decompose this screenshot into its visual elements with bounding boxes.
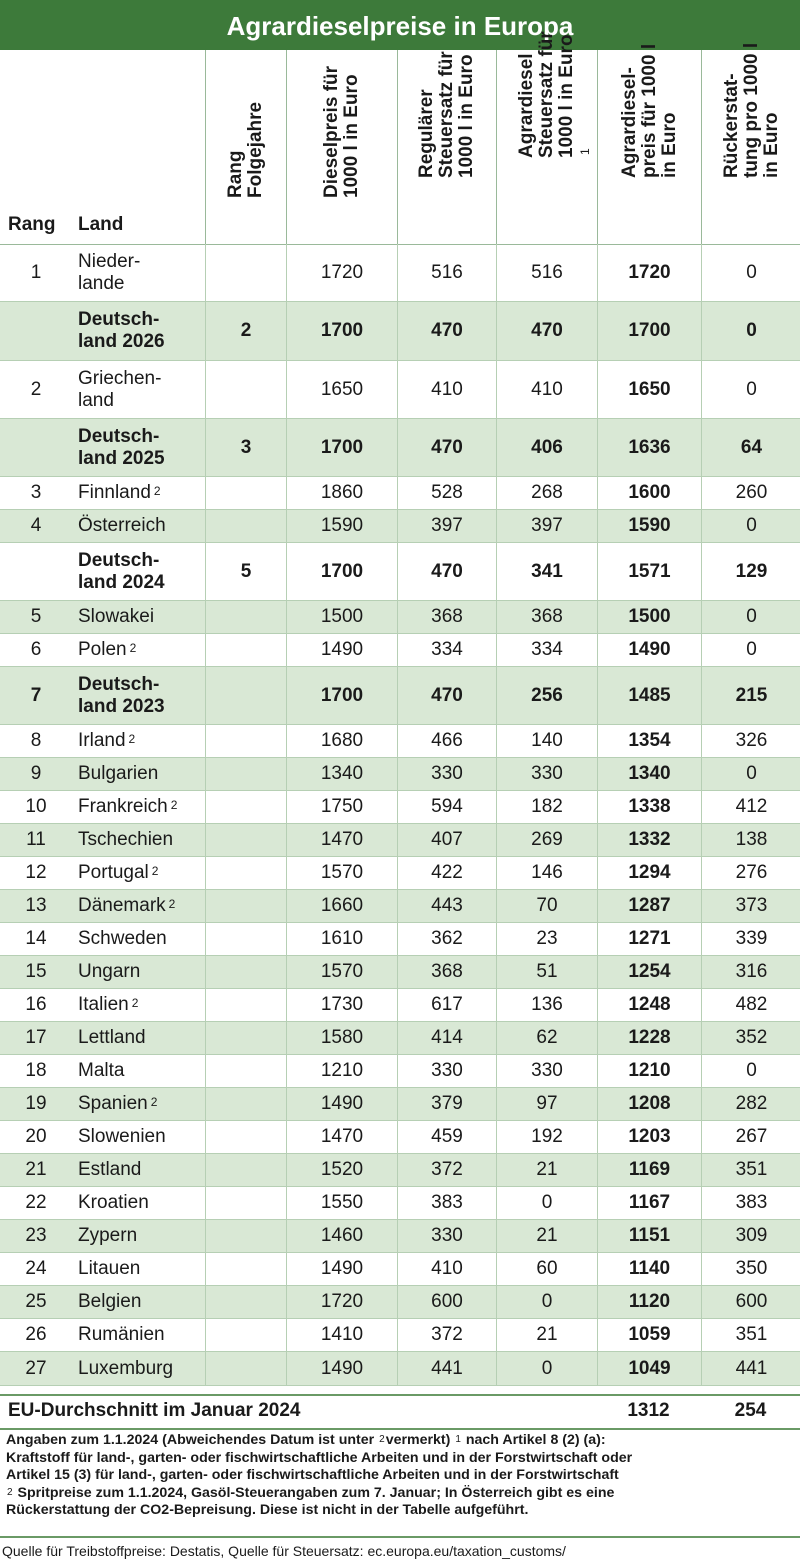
cell-regulaerer-steuersatz: 372 [397, 1154, 496, 1186]
cell-rueckerstattung: 0 [701, 601, 800, 633]
cell-rueckerstattung: 276 [701, 857, 800, 889]
cell-agrardiesel-steuersatz: 97 [496, 1088, 597, 1120]
cell-land: Italien $^2$ [78, 994, 139, 1015]
cell-agrardiesel-steuersatz: 368 [496, 601, 597, 633]
cell-rueckerstattung: 339 [701, 923, 800, 955]
cell-agrardieselpreis: 1485 [597, 667, 701, 724]
cell-agrardieselpreis: 1600 [597, 477, 701, 509]
cell-agrardiesel-steuersatz: 21 [496, 1319, 597, 1351]
cell-regulaerer-steuersatz: 470 [397, 667, 496, 724]
cell-rang-folgejahre [205, 1220, 286, 1252]
cell-regulaerer-steuersatz: 470 [397, 302, 496, 360]
cell-land: Polen $^2$ [78, 639, 137, 660]
cell-land: Frankreich $^2$ [78, 796, 178, 817]
cell-agrardiesel-steuersatz: 62 [496, 1022, 597, 1054]
cell-agrardieselpreis: 1049 [597, 1352, 701, 1385]
cell-rang: 14 [25, 928, 47, 949]
table-row [0, 824, 800, 857]
header-land: Land [78, 214, 124, 235]
cell-agrardieselpreis: 1169 [597, 1154, 701, 1186]
cell-land: Slowenien [78, 1126, 166, 1147]
cell-dieselpreis: 1720 [286, 244, 397, 301]
cell-agrardiesel-steuersatz: 330 [496, 758, 597, 790]
cell-agrardiesel-steuersatz: 269 [496, 824, 597, 856]
header-rang-folgejahre: Rang Folgejahre [205, 50, 286, 244]
cell-regulaerer-steuersatz: 414 [397, 1022, 496, 1054]
page-title: Agrardieselpreise in Europa [0, 0, 800, 50]
cell-dieselpreis: 1590 [286, 510, 397, 542]
header-rang: Rang [8, 214, 56, 235]
cell-rueckerstattung: 351 [701, 1154, 800, 1186]
cell-agrardiesel-steuersatz: 192 [496, 1121, 597, 1153]
cell-rueckerstattung: 260 [701, 477, 800, 509]
cell-rang: 2 [30, 378, 42, 400]
table-row [0, 1286, 800, 1319]
cell-rang: 5 [30, 606, 42, 627]
cell-land: Belgien [78, 1291, 142, 1312]
cell-agrardieselpreis: 1571 [597, 543, 701, 600]
cell-rang-folgejahre [205, 1088, 286, 1120]
cell-dieselpreis: 1610 [286, 923, 397, 955]
table-row [0, 667, 800, 725]
table-row [0, 923, 800, 956]
eu-average-label: EU-Durchschnitt im Januar 2024 [8, 1400, 301, 1421]
cell-regulaerer-steuersatz: 372 [397, 1319, 496, 1351]
cell-dieselpreis: 1470 [286, 1121, 397, 1153]
cell-regulaerer-steuersatz: 470 [397, 419, 496, 476]
cell-agrardieselpreis: 1720 [597, 244, 701, 301]
cell-agrardiesel-steuersatz: 21 [496, 1220, 597, 1252]
cell-agrardiesel-steuersatz: 21 [496, 1154, 597, 1186]
table-body [0, 244, 800, 1386]
cell-land: Ungarn [78, 961, 141, 982]
cell-land: Slowakei [78, 606, 155, 627]
cell-rang-folgejahre [205, 956, 286, 988]
cell-dieselpreis: 1730 [286, 989, 397, 1021]
cell-rang [0, 302, 72, 360]
cell-rang: 12 [25, 862, 47, 883]
cell-rang: 1 [30, 261, 42, 283]
cell-dieselpreis: 1750 [286, 791, 397, 823]
table-row [0, 361, 800, 419]
cell-agrardieselpreis: 1500 [597, 601, 701, 633]
cell-rueckerstattung: 64 [701, 419, 800, 476]
cell-rang: 27 [25, 1357, 47, 1379]
cell-rueckerstattung: 0 [701, 302, 800, 360]
cell-agrardieselpreis: 1636 [597, 419, 701, 476]
cell-rang: 11 [26, 829, 46, 850]
table-header [0, 31, 800, 245]
cell-regulaerer-steuersatz: 410 [397, 361, 496, 418]
cell-rueckerstattung: 441 [701, 1352, 800, 1385]
table-row [0, 758, 800, 791]
table-row [0, 419, 800, 477]
cell-agrardiesel-steuersatz: 182 [496, 791, 597, 823]
cell-agrardieselpreis: 1650 [597, 361, 701, 418]
source-note: Quelle für Treibstoffpreise: Destatis, Quelle für Steuersatz: ec.europa.eu/taxation_customs/ [0, 1536, 800, 1559]
cell-dieselpreis: 1550 [286, 1187, 397, 1219]
cell-land: Litauen [78, 1258, 141, 1279]
cell-rang-folgejahre [205, 725, 286, 757]
cell-agrardieselpreis: 1059 [597, 1319, 701, 1351]
cell-rang-folgejahre [205, 1286, 286, 1318]
cell-regulaerer-steuersatz: 362 [397, 923, 496, 955]
cell-rang-folgejahre [205, 758, 286, 790]
cell-land: Finnland $^2$ [78, 482, 161, 503]
cell-agrardieselpreis: 1294 [597, 857, 701, 889]
table-row [0, 1121, 800, 1154]
cell-regulaerer-steuersatz: 330 [397, 758, 496, 790]
cell-agrardiesel-steuersatz: 51 [496, 956, 597, 988]
cell-rueckerstattung: 0 [701, 244, 800, 301]
cell-land: Deutsch- land 2025 [78, 425, 165, 469]
cell-agrardiesel-steuersatz: 410 [496, 361, 597, 418]
cell-land: Portugal $^2$ [78, 862, 159, 883]
cell-agrardieselpreis: 1340 [597, 758, 701, 790]
cell-dieselpreis: 1660 [286, 890, 397, 922]
cell-regulaerer-steuersatz: 600 [397, 1286, 496, 1318]
table-row [0, 1352, 800, 1386]
cell-rueckerstattung: 129 [701, 543, 800, 600]
cell-dieselpreis: 1460 [286, 1220, 397, 1252]
cell-rueckerstattung: 352 [701, 1022, 800, 1054]
cell-rang-folgejahre: 5 [205, 543, 286, 600]
cell-agrardiesel-steuersatz: 516 [496, 244, 597, 301]
cell-dieselpreis: 1490 [286, 1352, 397, 1385]
cell-agrardiesel-steuersatz: 146 [496, 857, 597, 889]
cell-land: Deutsch- land 2023 [78, 673, 165, 717]
cell-dieselpreis: 1680 [286, 725, 397, 757]
cell-rang: 19 [25, 1093, 47, 1114]
cell-agrardieselpreis: 1151 [597, 1220, 701, 1252]
header-regulaerer-steuersatz: Regulärer Steuersatz für 1000 l in Euro [397, 50, 496, 244]
cell-rang-folgejahre [205, 1352, 286, 1385]
cell-land: Dänemark $^2$ [78, 895, 176, 916]
cell-rueckerstattung: 350 [701, 1253, 800, 1285]
cell-agrardieselpreis: 1248 [597, 989, 701, 1021]
table-row [0, 989, 800, 1022]
table-row [0, 725, 800, 758]
cell-land: Lettland [78, 1027, 146, 1048]
cell-regulaerer-steuersatz: 470 [397, 543, 496, 600]
cell-agrardiesel-steuersatz: 0 [496, 1286, 597, 1318]
cell-land: Bulgarien [78, 763, 159, 784]
cell-rang-folgejahre [205, 477, 286, 509]
cell-agrardieselpreis: 1254 [597, 956, 701, 988]
cell-rang-folgejahre [205, 1253, 286, 1285]
footnotes: Angaben zum 1.1.2024 (Abweichendes Datum ist unter $^2$vermerkt) $^1$ nach Artikel 8 (2) (a): Kraftstoff für land-, garten- oder fischwirtschaftliche Arbeiten und in der Forstwirtschaft oder Artikel 15 (3) für land-, garten- oder fischwirtschaftliche Arbeiten und in der Forstwirtschaft $^2$ Spritpreise zum 1.1.2024, Gasöl-Steuerangaben zum 7. Januar; In Österreich gibt es eine Rückerstattung der CO2-Bepreisung. Diese ist nicht in der Tabelle aufgeführt. [6, 1432, 633, 1519]
cell-rang-folgejahre [205, 601, 286, 633]
cell-rang: 7 [30, 684, 42, 706]
cell-land: Griechen- land [78, 367, 162, 411]
cell-regulaerer-steuersatz: 516 [397, 244, 496, 301]
cell-rang: 4 [30, 515, 42, 536]
eu-average-row [0, 1394, 800, 1430]
cell-regulaerer-steuersatz: 368 [397, 601, 496, 633]
header-agrardieselpreis: Agrardiesel- preis für 1000 l in Euro [597, 50, 701, 244]
cell-rang-folgejahre [205, 1319, 286, 1351]
cell-rueckerstattung: 282 [701, 1088, 800, 1120]
cell-rang-folgejahre [205, 1187, 286, 1219]
cell-regulaerer-steuersatz: 617 [397, 989, 496, 1021]
cell-regulaerer-steuersatz: 466 [397, 725, 496, 757]
table-row [0, 857, 800, 890]
cell-rang-folgejahre [205, 667, 286, 724]
cell-rang: 18 [25, 1060, 47, 1081]
cell-dieselpreis: 1700 [286, 302, 397, 360]
cell-rang: 21 [25, 1159, 47, 1180]
cell-dieselpreis: 1410 [286, 1319, 397, 1351]
table-row [0, 1154, 800, 1187]
cell-land: Rumänien [78, 1324, 165, 1345]
cell-rang: 22 [25, 1192, 47, 1213]
cell-regulaerer-steuersatz: 441 [397, 1352, 496, 1385]
table-row [0, 1055, 800, 1088]
cell-rang-folgejahre: 2 [205, 302, 286, 360]
header-dieselpreis: Dieselpreis für 1000 l in Euro [286, 50, 397, 244]
table-row [0, 1088, 800, 1121]
cell-rang: 9 [30, 763, 42, 784]
cell-agrardieselpreis: 1490 [597, 634, 701, 666]
cell-land: Zypern [78, 1225, 138, 1246]
cell-agrardiesel-steuersatz: 256 [496, 667, 597, 724]
table-row [0, 477, 800, 510]
cell-rang-folgejahre [205, 1121, 286, 1153]
cell-agrardiesel-steuersatz: 406 [496, 419, 597, 476]
cell-agrardieselpreis: 1271 [597, 923, 701, 955]
cell-land: Irland $^2$ [78, 730, 136, 751]
cell-rang-folgejahre [205, 857, 286, 889]
table-row [0, 634, 800, 667]
cell-land: Schweden [78, 928, 167, 949]
cell-regulaerer-steuersatz: 383 [397, 1187, 496, 1219]
cell-dieselpreis: 1340 [286, 758, 397, 790]
cell-rang-folgejahre [205, 890, 286, 922]
cell-agrardiesel-steuersatz: 60 [496, 1253, 597, 1285]
cell-dieselpreis: 1700 [286, 667, 397, 724]
cell-dieselpreis: 1860 [286, 477, 397, 509]
table-row [0, 1319, 800, 1352]
cell-dieselpreis: 1500 [286, 601, 397, 633]
cell-rang: 15 [25, 961, 47, 982]
cell-rang: 3 [30, 482, 42, 503]
cell-regulaerer-steuersatz: 459 [397, 1121, 496, 1153]
cell-rang-folgejahre [205, 989, 286, 1021]
cell-agrardieselpreis: 1167 [597, 1187, 701, 1219]
table-row [0, 956, 800, 989]
cell-regulaerer-steuersatz: 410 [397, 1253, 496, 1285]
cell-rang [0, 419, 72, 476]
cell-rang: 16 [25, 994, 47, 1015]
cell-agrardiesel-steuersatz: 341 [496, 543, 597, 600]
cell-rang: 25 [25, 1291, 47, 1312]
cell-land: Luxemburg [78, 1357, 174, 1379]
cell-land: Nieder- lande [78, 250, 141, 294]
cell-regulaerer-steuersatz: 379 [397, 1088, 496, 1120]
table-row [0, 302, 800, 361]
cell-regulaerer-steuersatz: 334 [397, 634, 496, 666]
cell-rang: 23 [25, 1225, 47, 1246]
cell-agrardieselpreis: 1140 [597, 1253, 701, 1285]
cell-rang: 17 [25, 1027, 47, 1048]
table-row [0, 244, 800, 302]
cell-agrardieselpreis: 1203 [597, 1121, 701, 1153]
cell-agrardieselpreis: 1228 [597, 1022, 701, 1054]
table-row [0, 1220, 800, 1253]
cell-dieselpreis: 1490 [286, 634, 397, 666]
cell-regulaerer-steuersatz: 368 [397, 956, 496, 988]
cell-rueckerstattung: 267 [701, 1121, 800, 1153]
cell-rang-folgejahre [205, 510, 286, 542]
cell-rueckerstattung: 373 [701, 890, 800, 922]
eu-average-rueckerstattung: 254 [734, 1400, 767, 1421]
cell-rueckerstattung: 0 [701, 361, 800, 418]
cell-rang-folgejahre [205, 1055, 286, 1087]
cell-agrardiesel-steuersatz: 470 [496, 302, 597, 360]
cell-rueckerstattung: 482 [701, 989, 800, 1021]
cell-agrardiesel-steuersatz: 330 [496, 1055, 597, 1087]
cell-dieselpreis: 1490 [286, 1088, 397, 1120]
cell-agrardieselpreis: 1700 [597, 302, 701, 360]
cell-rang-folgejahre: 3 [205, 419, 286, 476]
cell-land: Österreich [78, 515, 166, 536]
cell-agrardiesel-steuersatz: 136 [496, 989, 597, 1021]
table-row [0, 1253, 800, 1286]
cell-agrardieselpreis: 1354 [597, 725, 701, 757]
cell-rang: 10 [25, 796, 47, 817]
cell-rueckerstattung: 326 [701, 725, 800, 757]
cell-rang: 20 [25, 1126, 47, 1147]
cell-land: Estland [78, 1159, 142, 1180]
cell-rueckerstattung: 351 [701, 1319, 800, 1351]
cell-dieselpreis: 1520 [286, 1154, 397, 1186]
cell-dieselpreis: 1650 [286, 361, 397, 418]
cell-dieselpreis: 1490 [286, 1253, 397, 1285]
cell-rueckerstattung: 0 [701, 758, 800, 790]
cell-rueckerstattung: 0 [701, 1055, 800, 1087]
cell-rang-folgejahre [205, 923, 286, 955]
cell-regulaerer-steuersatz: 443 [397, 890, 496, 922]
cell-land: Spanien $^2$ [78, 1093, 158, 1114]
cell-regulaerer-steuersatz: 407 [397, 824, 496, 856]
table-row [0, 1022, 800, 1055]
cell-rang-folgejahre [205, 1154, 286, 1186]
cell-dieselpreis: 1470 [286, 824, 397, 856]
cell-rang: 24 [25, 1258, 47, 1279]
table-row [0, 791, 800, 824]
cell-agrardieselpreis: 1120 [597, 1286, 701, 1318]
cell-rueckerstattung: 600 [701, 1286, 800, 1318]
table-row [0, 890, 800, 923]
cell-land: Kroatien [78, 1192, 149, 1213]
eu-average-agrarpreis: 1312 [627, 1400, 670, 1421]
cell-agrardiesel-steuersatz: 140 [496, 725, 597, 757]
cell-agrardiesel-steuersatz: 0 [496, 1352, 597, 1385]
cell-land: Malta [78, 1060, 125, 1081]
cell-agrardieselpreis: 1332 [597, 824, 701, 856]
cell-rang: 6 [30, 639, 42, 660]
cell-rueckerstattung: 383 [701, 1187, 800, 1219]
cell-dieselpreis: 1700 [286, 419, 397, 476]
cell-regulaerer-steuersatz: 397 [397, 510, 496, 542]
cell-agrardiesel-steuersatz: 268 [496, 477, 597, 509]
cell-dieselpreis: 1720 [286, 1286, 397, 1318]
cell-regulaerer-steuersatz: 422 [397, 857, 496, 889]
cell-agrardieselpreis: 1208 [597, 1088, 701, 1120]
cell-agrardiesel-steuersatz: 70 [496, 890, 597, 922]
cell-rang: 8 [30, 730, 42, 751]
cell-land: Deutsch- land 2024 [78, 549, 165, 593]
cell-rueckerstattung: 215 [701, 667, 800, 724]
cell-dieselpreis: 1570 [286, 956, 397, 988]
cell-agrardiesel-steuersatz: 0 [496, 1187, 597, 1219]
cell-regulaerer-steuersatz: 594 [397, 791, 496, 823]
table-row [0, 1187, 800, 1220]
cell-rang-folgejahre [205, 1022, 286, 1054]
cell-agrardiesel-steuersatz: 397 [496, 510, 597, 542]
cell-rang-folgejahre [205, 791, 286, 823]
table-row [0, 601, 800, 634]
cell-rueckerstattung: 0 [701, 634, 800, 666]
cell-agrardieselpreis: 1338 [597, 791, 701, 823]
cell-dieselpreis: 1210 [286, 1055, 397, 1087]
cell-regulaerer-steuersatz: 330 [397, 1220, 496, 1252]
cell-rueckerstattung: 412 [701, 791, 800, 823]
cell-regulaerer-steuersatz: 528 [397, 477, 496, 509]
cell-rang: 26 [25, 1324, 47, 1345]
cell-rang [0, 543, 72, 600]
cell-rang-folgejahre [205, 634, 286, 666]
cell-agrardiesel-steuersatz: 334 [496, 634, 597, 666]
cell-agrardieselpreis: 1287 [597, 890, 701, 922]
cell-dieselpreis: 1570 [286, 857, 397, 889]
cell-rueckerstattung: 316 [701, 956, 800, 988]
table-row [0, 543, 800, 601]
cell-rang: 13 [25, 895, 47, 916]
cell-rueckerstattung: 309 [701, 1220, 800, 1252]
cell-rueckerstattung: 0 [701, 510, 800, 542]
cell-dieselpreis: 1580 [286, 1022, 397, 1054]
cell-agrardiesel-steuersatz: 23 [496, 923, 597, 955]
header-agrardiesel-steuersatz: Agrardiesel Steuersatz für 1000 l in Euro $^1$ [496, 50, 597, 244]
table-row [0, 510, 800, 543]
cell-regulaerer-steuersatz: 330 [397, 1055, 496, 1087]
cell-rueckerstattung: 138 [701, 824, 800, 856]
cell-land: Deutsch- land 2026 [78, 309, 165, 352]
cell-land: Tschechien [78, 829, 174, 850]
cell-rang-folgejahre [205, 824, 286, 856]
cell-rang-folgejahre [205, 244, 286, 301]
cell-agrardieselpreis: 1590 [597, 510, 701, 542]
header-rueckerstattung: Rückerstat- tung pro 1000 l in Euro [701, 50, 800, 244]
cell-rang-folgejahre [205, 361, 286, 418]
cell-dieselpreis: 1700 [286, 543, 397, 600]
cell-agrardieselpreis: 1210 [597, 1055, 701, 1087]
